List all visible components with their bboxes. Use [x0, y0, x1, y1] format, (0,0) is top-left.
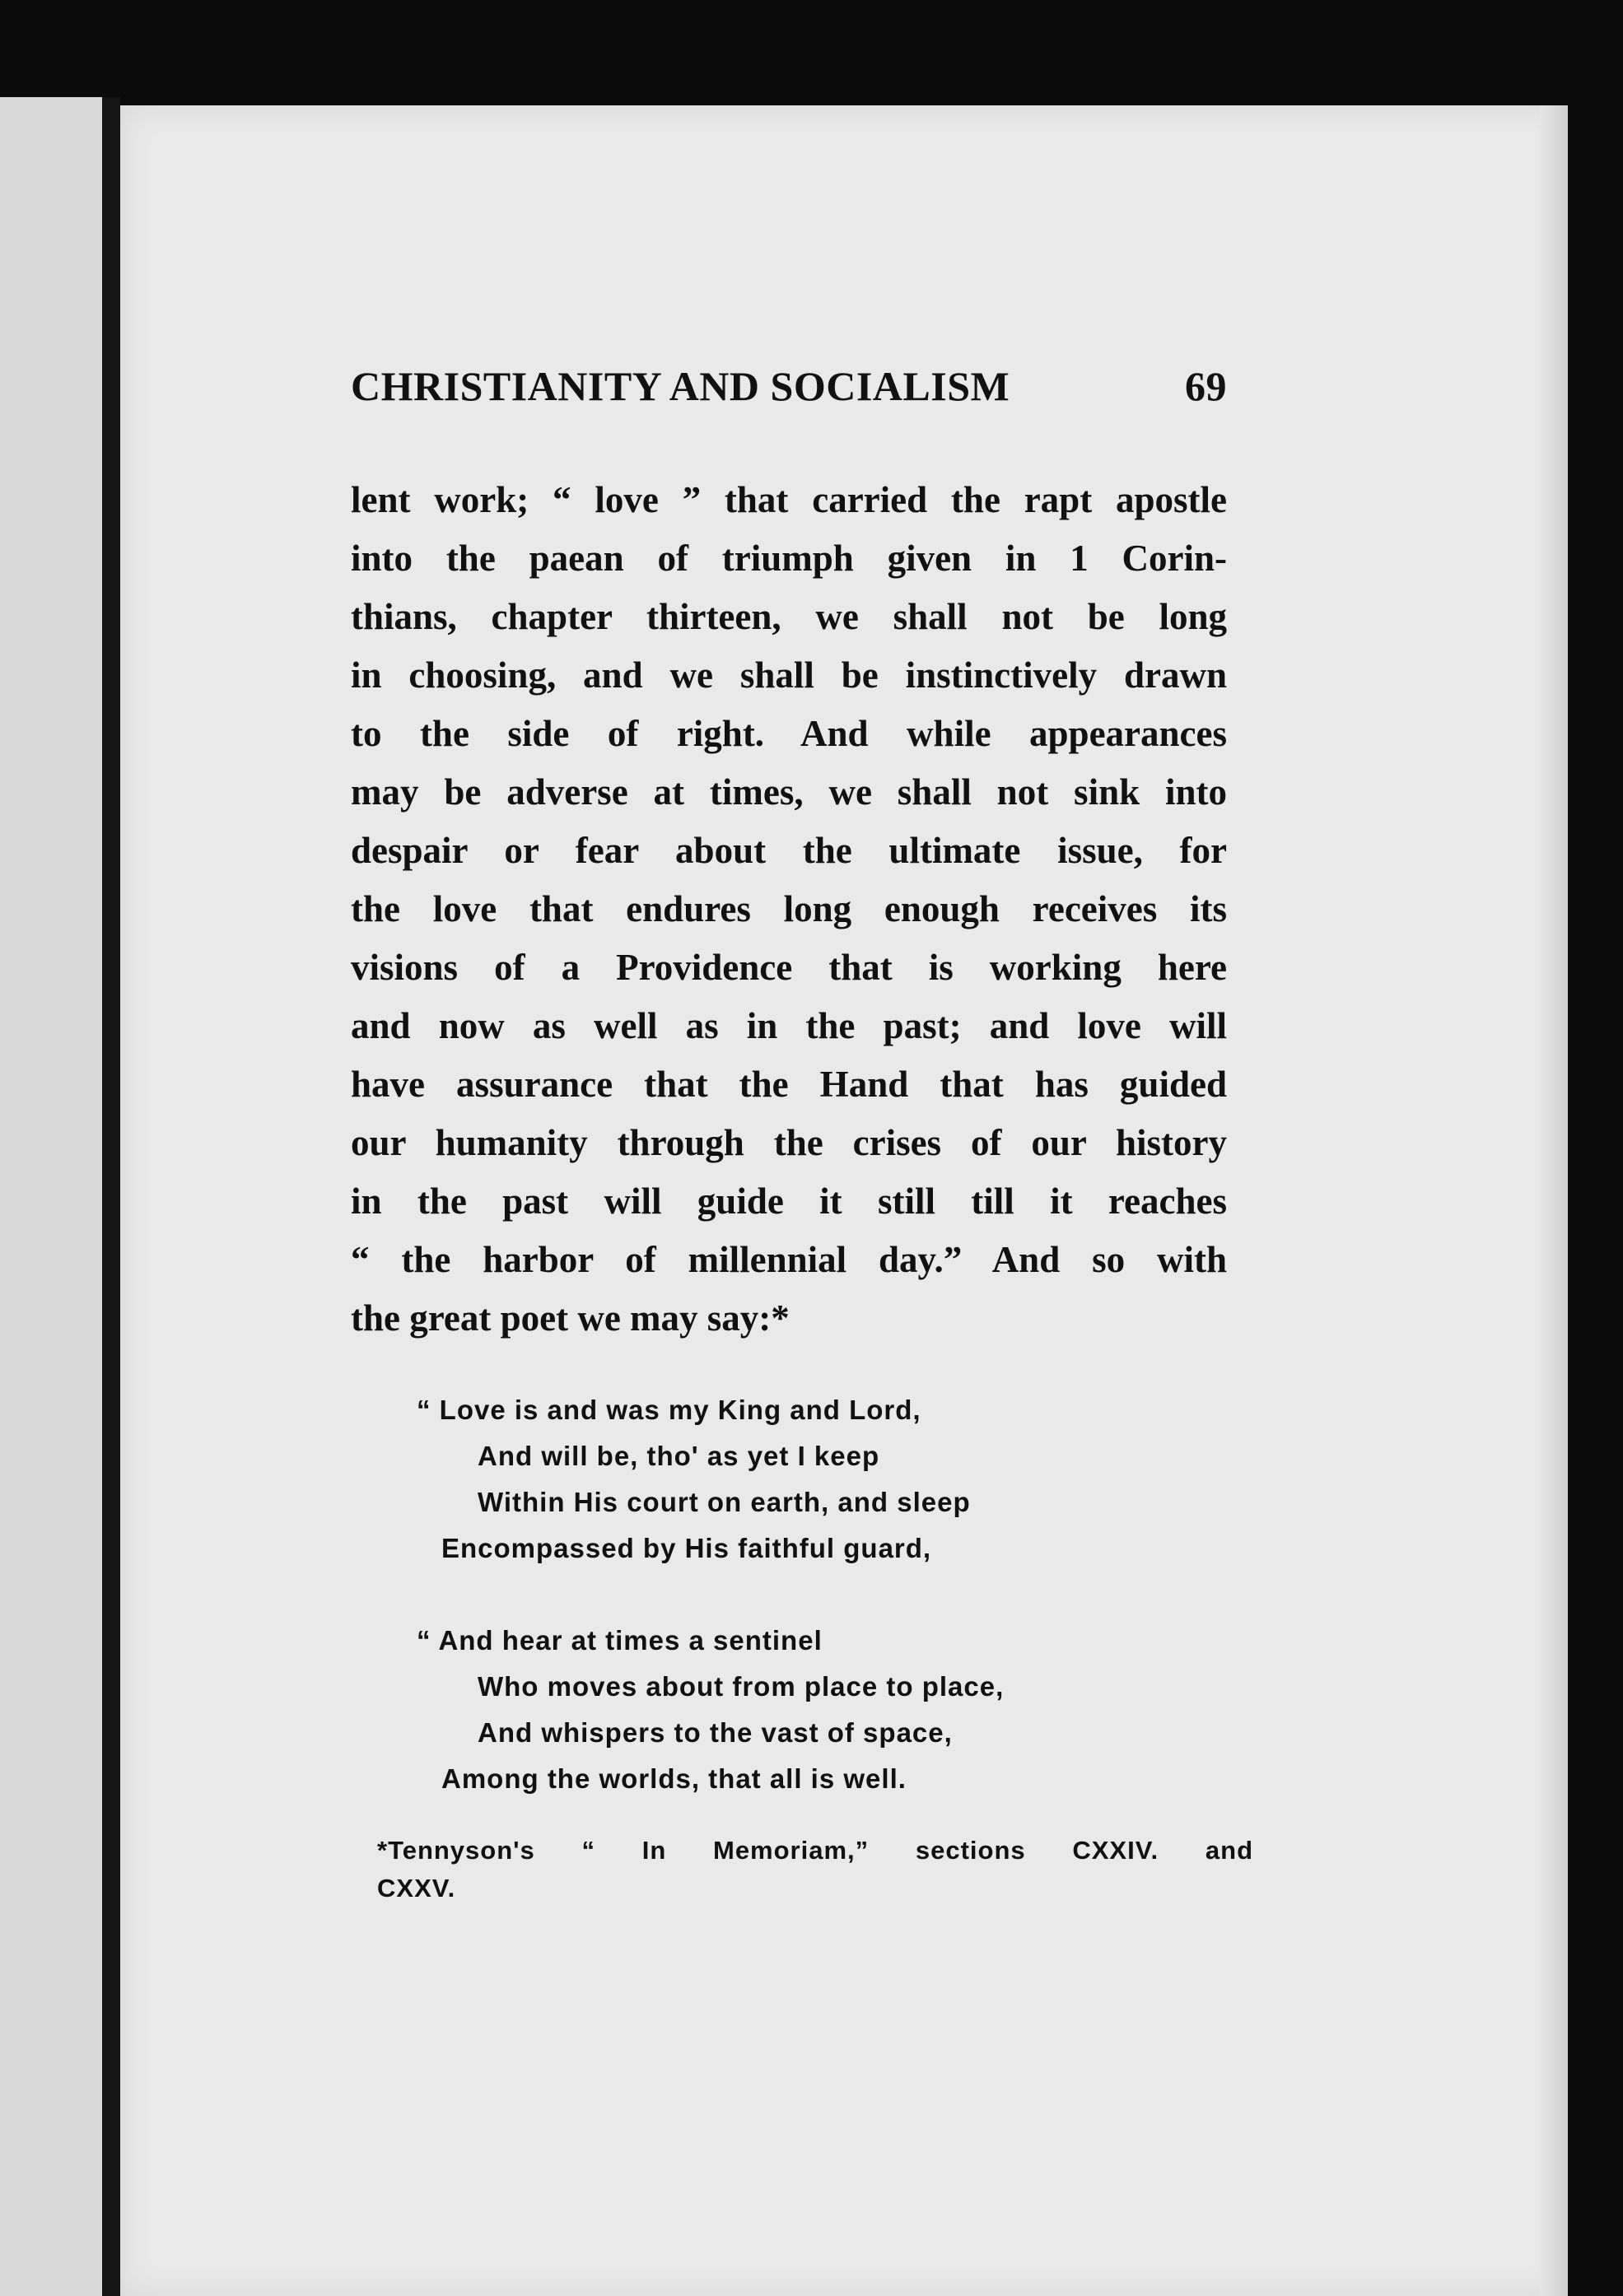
page-number: 69 [1185, 363, 1227, 409]
page-edge-shadow [1540, 105, 1568, 2296]
facing-page-edge [0, 97, 115, 2296]
body-line: our humanity through the crises of our history [351, 1122, 1227, 1163]
page-content [351, 362, 1253, 1907]
footnote [377, 1832, 1253, 1907]
body-line: have assurance that the Hand that has guided [351, 1064, 1227, 1105]
poem-line: And whispers to the vast of space, [478, 1717, 953, 1748]
poem-line: “ And hear at times a sentinel [417, 1625, 823, 1656]
body-line: the great poet we may say:* [351, 1297, 790, 1339]
footnote-line: *Tennyson's “ In Memoriam,” sections CXXIV. and [377, 1836, 1253, 1865]
body-line: lent work; “ love ” that carried the rapt apostle [351, 479, 1227, 520]
book-binding [102, 97, 120, 2296]
body-line: and now as well as in the past; and love will [351, 1005, 1227, 1046]
body-line: the love that endures long enough receives its [351, 888, 1227, 929]
body-line: may be adverse at times, we shall not sink into [351, 771, 1227, 813]
body-line: into the paean of triumph given in 1 Corin- [351, 538, 1227, 579]
footnote-line: CXXV. [377, 1874, 456, 1902]
body-line: despair or fear about the ultimate issue, for [351, 830, 1227, 871]
poem-line: Within His court on earth, and sleep [478, 1487, 971, 1517]
poem-line: Encompassed by His faithful guard, [441, 1533, 932, 1563]
body-line: “ the harbor of millennial day.” And so with [351, 1239, 1227, 1280]
poem-stanza [351, 1618, 1227, 1802]
running-head [351, 362, 1227, 428]
body-line: in the past will guide it still till it reaches [351, 1181, 1227, 1222]
poem-quotation [351, 1387, 1227, 1802]
poem-line: Who moves about from place to place, [478, 1671, 1005, 1702]
body-line: in choosing, and we shall be instinctively drawn [351, 654, 1227, 696]
poem-line: “ Love is and was my King and Lord, [417, 1395, 921, 1425]
poem-line: Among the worlds, that all is well. [441, 1763, 907, 1794]
body-line: thians, chapter thirteen, we shall not be long [351, 596, 1227, 637]
poem-line: And will be, tho' as yet I keep [478, 1441, 880, 1471]
running-head-title: CHRISTIANITY AND SOCIALISM [351, 363, 1010, 409]
poem-stanza [351, 1387, 1227, 1572]
body-line: visions of a Providence that is working here [351, 947, 1227, 988]
body-text [351, 471, 1227, 1348]
body-line: to the side of right. And while appearances [351, 713, 1227, 754]
